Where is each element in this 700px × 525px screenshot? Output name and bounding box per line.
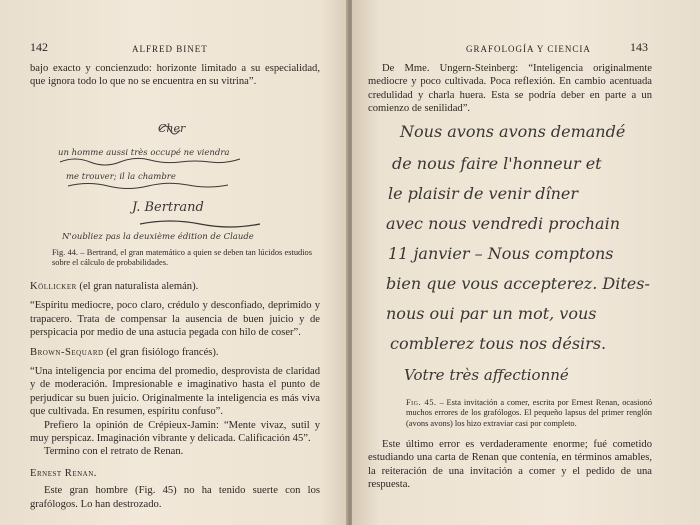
hw-r-line-1: Nous avons avons demandé — [400, 122, 626, 141]
right-page-number: 143 — [630, 40, 648, 54]
hw-r-closing: Votre très affectionné — [404, 366, 569, 384]
brown-text: “Una inteligencia por encima del promedio, desprovista de claridad y de moderación. Impresionable e imaginativo hasta el punto de perjudicar su buen juicio. Originalmente la inteligencia es más viva que cultivada. En resumen, espíritu confuso”. — [30, 366, 320, 418]
left-page-number: 142 — [30, 40, 48, 54]
hw-line-3: me trouver; il la chambre — [66, 172, 176, 182]
kollicker-note: (el gran naturalista alemán). — [79, 281, 199, 292]
hw-r-line-3: le plaisir de venir dîner — [388, 184, 578, 203]
kollicker-text: “Espíritu mediocre, poco claro, crédulo y desconfiado, deprimido y trapacero. Trata de compensar la ausencia de buen juicio y de perspicacia por medio de una astucia pegada con hilo de coser”. — [30, 300, 320, 339]
hw-r-line-4: avec nous vendredi prochain — [386, 214, 620, 233]
left-page — [0, 0, 348, 525]
renan-text: Este gran hombre (Fig. 45) no ha tenido suerte con los grafólogos. Lo han destrozado. — [30, 485, 320, 510]
hw-line-1: Cher — [158, 122, 186, 135]
hw-r-line-5: 11 janvier – Nous comptons — [388, 244, 614, 263]
figure-45-caption-text: – Esta invitación a comer, escrita por Ernest Renan, ocasionó muchos errores de los grafólogos. El pequeño lapsus del primer renglón (avons avons) los hizo extraviar casi por completo. — [406, 398, 653, 428]
right-running-header: GRAFOLOGÍA Y CIENCIA — [466, 44, 591, 54]
hw-line-2: un homme aussi très occupé ne viendra — [58, 148, 230, 158]
figure-45-label: Fig. 45. — [406, 398, 437, 407]
hw-signature: J. Bertrand — [132, 200, 204, 215]
left-running-header: ALFRED BINET — [132, 44, 208, 54]
brown-note: (el gran fisiólogo francés). — [106, 346, 219, 358]
left-intro-text: bajo exacto y concienzudo: horizonte limitado a su especialidad, que ignora todo lo que no se encuentra en su vitrina”. — [30, 63, 320, 88]
figure-44-caption: Fig. 44. – Bertrand, el gran matemático a quien se deben tan lúcidos estudios sobre el cálculo de probabilidades. — [52, 248, 312, 268]
closing-text: Termino con el retrato de Renan. — [44, 446, 184, 458]
kollicker-heading: Köllicker — [30, 281, 77, 292]
right-intro-text: De Mme. Ungern-Steinberg: “Inteligencia originalmente mediocre y poco cultivada. Poca reflexión. En cambio acentuada credulidad y charla huera. Esta se podría deber en parte a un comienzo de senilidad”. — [368, 63, 652, 115]
right-closing-text: Este último error es verdaderamente enorme; fué cometido estudiando una carta de Renan que contenía, en términos amables, la reiteración de una invitación a comer y el pedido de una respuesta. — [368, 439, 652, 491]
hw-r-line-8: comblerez tous nos désirs. — [390, 334, 607, 353]
figure-45-caption — [406, 398, 652, 429]
renan-heading: Ernest Renan. — [30, 467, 97, 479]
right-page — [352, 0, 700, 525]
hw-line-5: N'oubliez pas la deuxième édition de Claude — [62, 232, 254, 242]
brown-heading: Brown-Sequard — [30, 346, 104, 358]
hw-r-line-6: bien que vous accepterez. Dites- — [386, 274, 650, 293]
hw-r-line-2: de nous faire l'honneur et — [392, 154, 602, 173]
crepieux-text: Prefiero la opinión de Crépieux-Jamin: “Mente vivaz, sutil y muy perspicaz. Imaginación vibrante y delicada. Calificación 45”. — [30, 419, 320, 445]
hw-r-line-7: nous oui par un mot, vous — [386, 304, 597, 323]
left-body-text — [30, 280, 320, 511]
